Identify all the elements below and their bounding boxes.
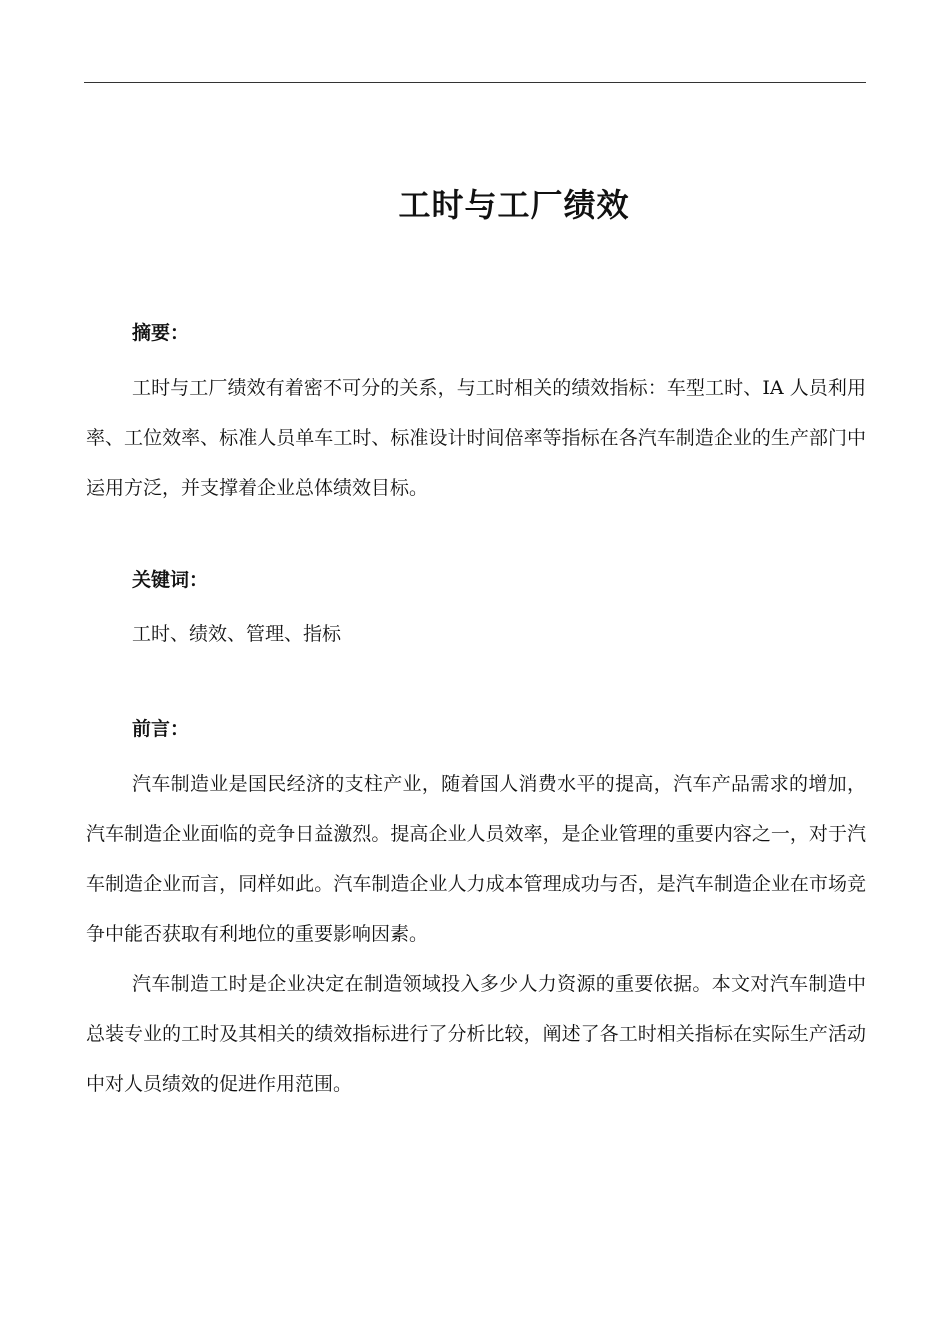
preface-section bbox=[86, 716, 866, 1109]
abstract-heading: 摘要： bbox=[132, 322, 190, 344]
abstract-paragraph: 工时与工厂绩效有着密不可分的关系，与工时相关的绩效指标：车型工时、IA 人员利用率、工位效率、标准人员单车工时、标准设计时间倍率等指标在各汽车制造企业的生产部门中运用方泛，并支撑着企业总体绩效目标。 bbox=[86, 377, 866, 499]
preface-paragraph-1: 汽车制造业是国民经济的支柱产业，随着国人消费水平的提高，汽车产品需求的增加，汽车制造企业面临的竞争日益激烈。提高企业人员效率，是企业管理的重要内容之一，对于汽车制造企业而言，同样如此。汽车制造企业人力成本管理成功与否，是汽车制造企业在市场竞争中能否获取有利地位的重要影响因素。 bbox=[86, 773, 866, 945]
document-title: 工时与工厂绩效 bbox=[398, 186, 630, 225]
header-rule bbox=[84, 82, 866, 83]
preface-paragraph-2: 汽车制造工时是企业决定在制造领域投入多少人力资源的重要依据。本文对汽车制造中总装专业的工时及其相关的绩效指标进行了分析比较，阐述了各工时相关指标在实际生产活动中对人员绩效的促进作用范围。 bbox=[86, 973, 866, 1095]
preface-heading: 前言： bbox=[132, 718, 190, 740]
keywords-heading: 关键词： bbox=[132, 569, 209, 591]
keywords-section bbox=[86, 567, 866, 647]
keywords-list: 工时、绩效、管理、指标 bbox=[132, 623, 342, 645]
abstract-section bbox=[86, 320, 866, 513]
